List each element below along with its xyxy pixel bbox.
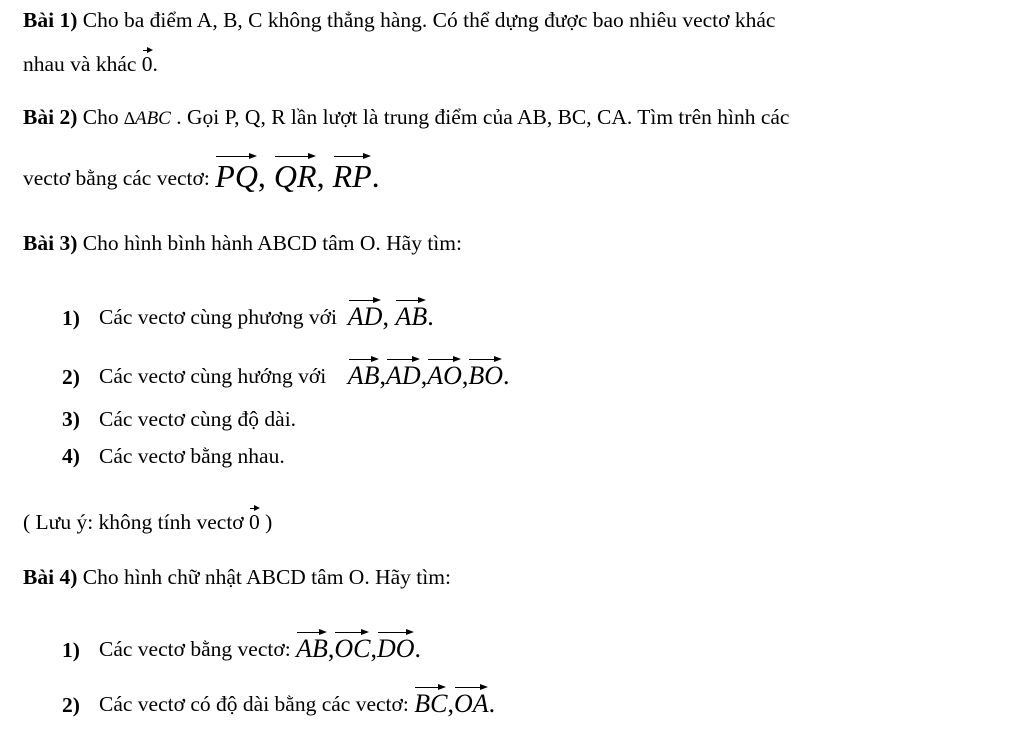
item-text: Các vectơ có độ dài bằng các vectơ:	[99, 692, 415, 716]
bai3-item-2: 2) Các vectơ cùng hướng với AB,AD,AO,BO.	[62, 357, 510, 389]
vector-ad: AD	[348, 298, 383, 330]
vector-qr: QR	[274, 154, 317, 192]
item-text: Các vectơ cùng hướng với	[99, 364, 332, 388]
bai3-text: Cho hình bình hành ABCD tâm O. Hãy tìm:	[77, 231, 462, 255]
vector-do: DO	[377, 630, 415, 662]
vector-ad: AD	[386, 357, 421, 389]
bai2-line2: vectơ bằng các vectơ: PQ, QR, RP.	[23, 154, 380, 192]
note-line	[23, 506, 272, 534]
item-number: 1)	[62, 306, 80, 330]
bai1-label: Bài 1)	[23, 8, 78, 32]
vector-bc: BC	[414, 685, 447, 717]
bai3-item-3	[62, 409, 296, 431]
bai2-line1	[23, 107, 789, 129]
bai2-label: Bài 2)	[23, 105, 78, 129]
vector-ab: AB	[348, 357, 380, 389]
vector-bo: BO	[468, 357, 503, 389]
zero-vector: 0	[142, 48, 153, 76]
vector-oc: OC	[334, 630, 370, 662]
bai3-item-1: 1) Các vectơ cùng phương với AD, AB.	[62, 298, 434, 330]
bai3-label: Bài 3)	[23, 231, 78, 255]
item-number: 4)	[62, 444, 80, 468]
item-end: .	[503, 361, 510, 390]
bai1-line1	[23, 10, 775, 32]
bai4-item-2: 2) Các vectơ có độ dài bằng các vectơ: BC,OA.	[62, 685, 495, 717]
bai2-end: .	[371, 158, 380, 194]
bai4-text: Cho hình chữ nhật ABCD tâm O. Hãy tìm:	[77, 565, 451, 589]
bai4-item-1: 1) Các vectơ bằng vectơ: AB,OC,DO.	[62, 630, 421, 662]
bai2-text-line2: vectơ bằng các vectơ:	[23, 166, 216, 190]
item-end: .	[488, 689, 496, 718]
bai3-item-4	[62, 446, 285, 468]
bai1-end: .	[152, 52, 158, 76]
vector-rp: RP	[333, 154, 372, 192]
bai1-text-line1: Cho ba điểm A, B, C không thẳng hàng. Có thể dựng được bao nhiêu vectơ khác	[77, 8, 776, 32]
vector-oa: OA	[454, 685, 489, 717]
triangle-name: ABC	[134, 108, 171, 129]
note-text-b: )	[259, 510, 273, 534]
item-text: Các vectơ bằng nhau.	[99, 444, 285, 468]
bai3-heading	[23, 233, 462, 255]
item-end: .	[414, 634, 422, 663]
item-number: 3)	[62, 407, 80, 431]
vector-pq: PQ	[215, 154, 258, 192]
triangle-symbol: ∆	[123, 108, 135, 128]
item-number: 2)	[62, 693, 80, 717]
item-text: Các vectơ cùng phương với	[99, 305, 343, 329]
bai1-line2	[23, 48, 158, 76]
bai2-text-a: Cho	[77, 105, 124, 129]
bai1-text-line2: nhau và khác	[23, 52, 142, 76]
item-text: Các vectơ cùng độ dài.	[99, 407, 297, 431]
vector-ab: AB	[395, 298, 427, 330]
bai2-text-b: . Gọi P, Q, R lần lượt là trung điểm của AB, BC, CA. Tìm trên hình các	[170, 105, 790, 129]
vector-ab: AB	[296, 630, 328, 662]
bai4-label: Bài 4)	[23, 565, 78, 589]
bai4-heading	[23, 567, 451, 589]
item-number: 2)	[62, 365, 80, 389]
item-end: .	[427, 302, 434, 331]
item-text: Các vectơ bằng vectơ:	[99, 637, 297, 661]
zero-vector: 0	[249, 506, 260, 534]
item-number: 1)	[62, 638, 80, 662]
vector-ao: AO	[427, 357, 462, 389]
note-text-a: ( Lưu ý: không tính vectơ	[23, 510, 250, 534]
